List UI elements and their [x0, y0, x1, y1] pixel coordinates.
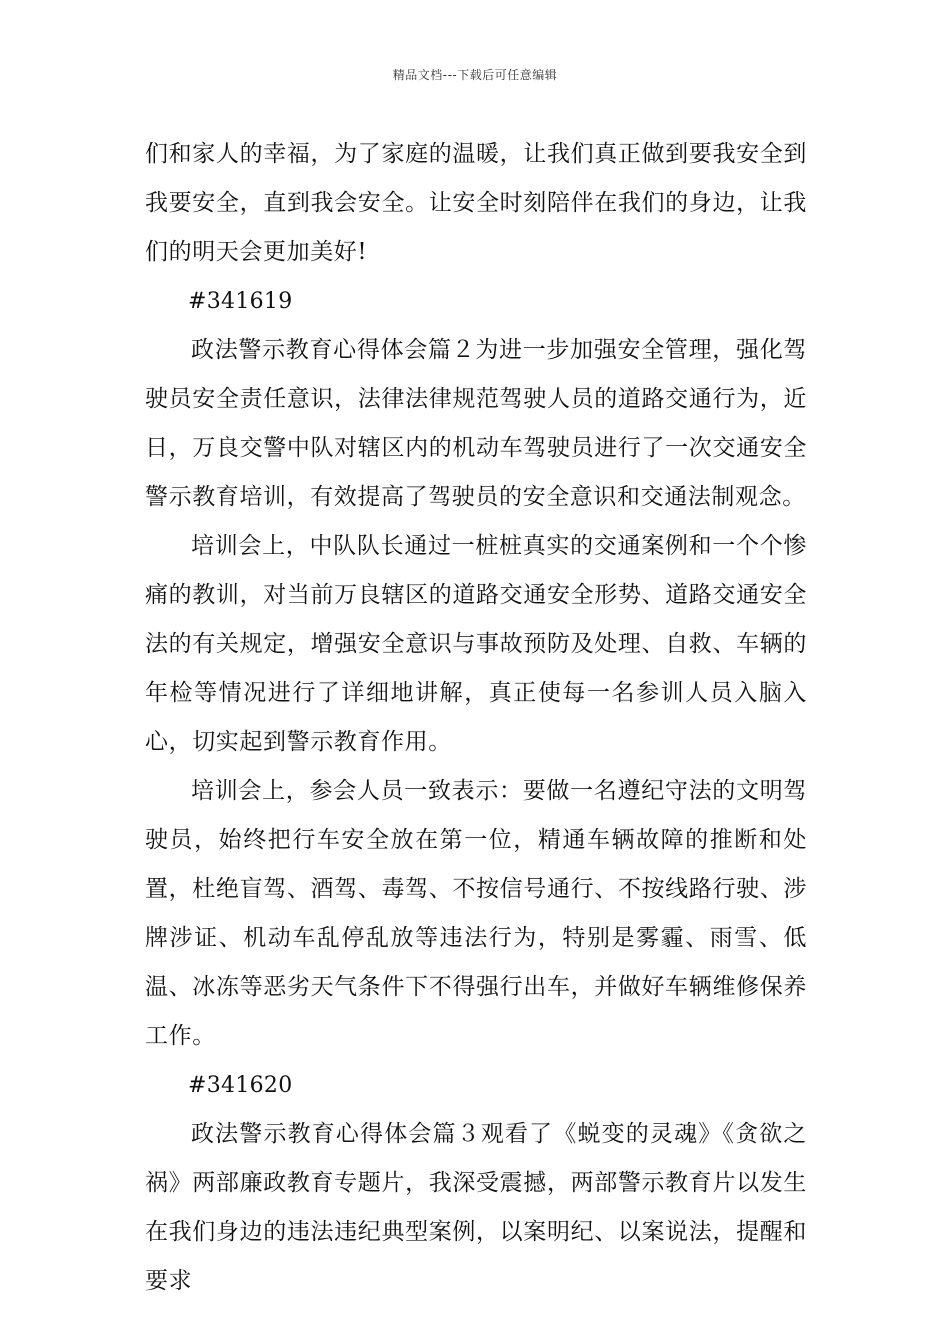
document-body	[145, 130, 807, 1306]
paragraph-continuation: 们和家人的幸福，为了家庭的温暖，让我们真正做到要我安全到我要安全，直到我会安全。让安全时刻陪伴在我们的身边，让我们的明天会更加美好!	[145, 141, 807, 265]
document-id: #341619	[188, 289, 293, 314]
paragraph: 培训会上，中队队长通过一桩桩真实的交通案例和一个个惨痛的教训，对当前万良辖区的道路交通安全形势、道路交通安全法的有关规定，增强安全意识与事故预防及处理、自救、车辆的年检等情况进行了详细地讲解，真正使每一名参训人员入脑入心，切实起到警示教育作用。	[145, 533, 807, 755]
paragraph: 政法警示教育心得体会篇２为进一步加强安全管理，强化驾驶员安全责任意识，法律法律规范驾驶人员的道路交通行为，近日，万良交警中队对辖区内的机动车驾驶员进行了一次交通安全警示教育培训，有效提高了驾驶员的安全意识和交通法制观念。	[145, 337, 807, 510]
page-header: 精品文档---下载后可任意编辑	[392, 68, 558, 82]
paragraph: 培训会上，参会人员一致表示：要做一名遵纪守法的文明驾驶员，始终把行车安全放在第一位，精通车辆故障的推断和处置，杜绝盲驾、酒驾、毒驾、不按信号通行、不按线路行驶、涉牌涉证、机动车乱停乱放等违法行为，特别是雾霾、雨雪、低温、冰冻等恶劣天气条件下不得强行出车，并做好车辆维修保养工作。	[145, 778, 807, 1049]
document-id: #341620	[188, 1073, 293, 1098]
paragraph: 政法警示教育心得体会篇３观看了《蜕变的灵魂》《贪欲之祸》两部廉政教育专题片，我深受震撼，两部警示教育片以发生在我们身边的违法违纪典型案例，以案明纪、以案说法，提醒和要求	[145, 1121, 807, 1294]
